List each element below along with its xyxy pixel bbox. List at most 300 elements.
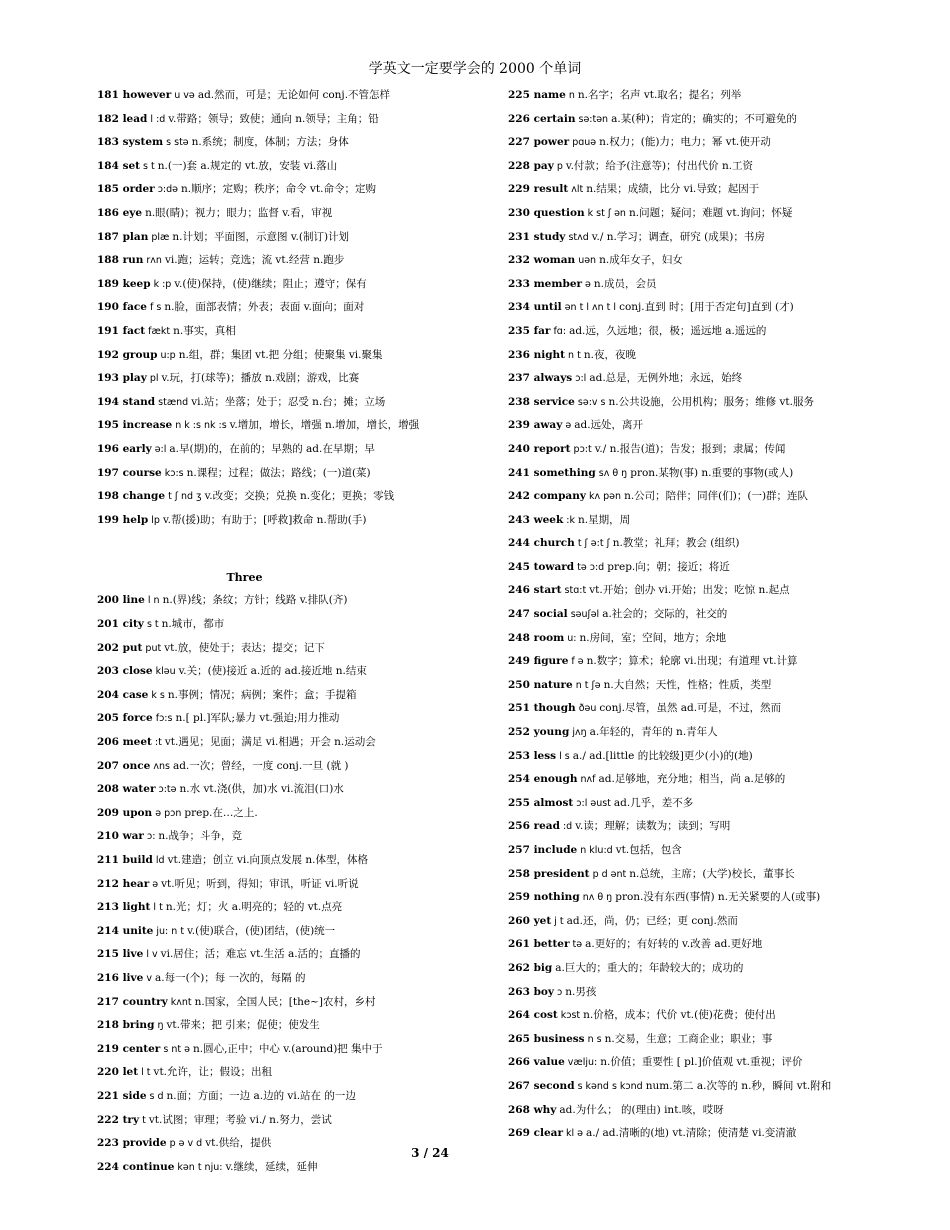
entry-definition: n.权力；(能)力；电力；幂 vt.使开动: [599, 136, 771, 149]
entry-definition: v.付款；给予(注意等)；付出代价 n.工资: [565, 159, 754, 172]
entry-definition: v.增加，增长，增强 n.增加，增长，增强: [229, 419, 420, 432]
section-heading: Three: [226, 570, 263, 584]
entry-definition: v.带路；领导；致使；通向 n.领导；主角；铅: [168, 112, 379, 125]
entry-definition: a./ ad.[little 的比较级]更少(小)的(地): [572, 749, 753, 762]
entry-word: 255 almost: [508, 796, 574, 809]
entry-definition: n.组，群；集团 vt.把 分组；使聚集 vi.聚集: [178, 348, 383, 361]
entry-definition: a./ ad.清晰的(地) vt.清除；使清楚 vi.变清澈: [586, 1127, 797, 1140]
entry-word: 249 figure: [508, 655, 569, 668]
entry-phonetic: ə:l: [151, 443, 170, 455]
entry-definition: a.社会的；交际的，社交的: [602, 608, 728, 621]
entry-definition: v./ n.报告(道)；告发；报到；隶属；传闻: [594, 442, 786, 455]
entry-phonetic: :d: [559, 821, 576, 833]
entry-phonetic: n: [565, 90, 578, 101]
entry-definition: num.第二 a.次等的 n.秒，瞬间 vt.附和: [645, 1079, 832, 1092]
entry-word: 247 social: [508, 608, 568, 621]
vocab-entry: [97, 920, 472, 944]
entry-word: 230 question: [508, 206, 585, 219]
entry-word: 227 power: [508, 136, 570, 149]
entry-phonetic: kɔ:s: [161, 467, 187, 479]
entry-definition: n.男孩: [565, 985, 597, 998]
entry-word: 260 yet: [508, 914, 552, 927]
entry-word: 234 until: [508, 301, 562, 314]
entry-word: 246 start: [508, 584, 562, 597]
entry-phonetic: ə: [149, 878, 162, 890]
entry-phonetic: ən t l ʌn t l: [561, 302, 620, 314]
entry-phonetic: ŋ: [154, 1020, 167, 1032]
entry-definition: ad.总是，无例外地；永远，始终: [589, 372, 743, 385]
entry-definition: ad.为什么； 的(理由) int.咳，哎呀: [559, 1103, 724, 1116]
entry-word: 266 value: [508, 1056, 565, 1069]
entry-definition: n.夜，夜晚: [583, 348, 636, 361]
entry-word: 205 force: [97, 712, 153, 725]
entry-definition: n.价格，成本；代价 vt.(使)花费；使付出: [583, 1009, 776, 1022]
entry-phonetic: l v: [143, 949, 161, 961]
vocab-entry: [508, 886, 883, 910]
entry-word: 194 stand: [97, 395, 156, 408]
entry-phonetic: pɔ:t: [570, 443, 595, 455]
entry-phonetic: ʌns: [150, 760, 173, 772]
vocab-entry: [508, 532, 883, 556]
vocab-entry: [97, 226, 472, 250]
entry-phonetic: plæ: [148, 231, 173, 243]
entry-phonetic: ə pɔn: [152, 807, 185, 819]
entry-word: 202 put: [97, 641, 143, 654]
entry-word: 224 continue: [97, 1160, 175, 1173]
entry-word: 213 light: [97, 901, 151, 914]
entry-phonetic: stɑ:t: [561, 585, 590, 597]
entry-word: 188 run: [97, 254, 144, 267]
entry-word: 186 eye: [97, 206, 143, 219]
vocab-entry: [508, 273, 883, 297]
entry-word: 267 second: [508, 1079, 575, 1092]
entry-phonetic: uən: [575, 255, 600, 267]
entry-phonetic: u:p: [157, 349, 179, 361]
vocab-entry: [508, 84, 883, 108]
vocab-entry: [97, 873, 472, 897]
vocab-entry: [97, 391, 472, 415]
entry-definition: ad.几乎，差不多: [613, 796, 694, 809]
entry-phonetic: p: [553, 160, 566, 172]
entry-definition: n.[ pl.]军队;暴力 vt.强迫;用力推动: [175, 712, 340, 725]
entry-definition: n.成年女子，妇女: [599, 254, 683, 267]
vocab-entry: [97, 108, 472, 132]
entry-word: 239 away: [508, 419, 563, 432]
vocab-entry: [508, 1099, 883, 1123]
entry-definition: n.事例；情况；病例；案件；盒；手提箱: [167, 688, 357, 701]
entry-phonetic: p ə v d: [166, 1138, 206, 1150]
entry-definition: n.公共设施，公用机构；服务；维修 vt.服务: [608, 395, 814, 408]
vocab-entry: [508, 131, 883, 155]
entry-word: 233 member: [508, 277, 583, 290]
entry-definition: ad.足够地，充分地；相当，尚 a.足够的: [598, 773, 786, 786]
entry-phonetic: j t: [551, 915, 567, 927]
vocab-entry: [97, 684, 472, 708]
page-number: 3 / 24: [411, 1146, 449, 1160]
entry-word: 199 help: [97, 513, 149, 526]
entry-word: 237 always: [508, 372, 573, 385]
vocab-entry: [97, 84, 472, 108]
entry-word: 222 try: [97, 1113, 140, 1126]
vocab-entry: [508, 603, 883, 627]
entry-phonetic: rʌn: [143, 255, 165, 267]
entry-definition: a.每一(个)；每 一次的，每隔 的: [155, 971, 306, 984]
entry-word: 183 system: [97, 136, 164, 149]
vocab-entry: [508, 627, 883, 651]
vocab-entry: [97, 1014, 472, 1038]
entry-definition: ad.还，尚，仍；已经；更 conj.然而: [566, 914, 738, 927]
entry-word: 208 water: [97, 783, 156, 796]
vocab-entry: [97, 802, 472, 826]
entry-phonetic: ɔ:l: [572, 373, 590, 385]
entry-word: 259 nothing: [508, 891, 580, 904]
entry-phonetic: ɔ:l əust: [573, 797, 614, 809]
entry-phonetic: ə: [562, 420, 575, 432]
entry-word: 231 study: [508, 230, 566, 243]
entry-definition: n.国家，全国人民；[the~]农村，乡村: [194, 995, 376, 1008]
vocab-entry: [97, 613, 472, 637]
entry-definition: prep.向；朝；接近；将近: [607, 560, 730, 573]
entry-definition: n.战争；斗争，竞: [158, 830, 243, 843]
entry-word: 215 live: [97, 948, 144, 961]
entry-phonetic: stænd: [155, 396, 192, 408]
entry-definition: vt.开始；创办 vi.开始；出发；吃惊 n.起点: [589, 584, 790, 597]
vocab-entry: [508, 178, 883, 202]
entry-phonetic: fɑ:: [550, 325, 570, 337]
entry-word: 262 big: [508, 961, 553, 974]
entry-word: 248 room: [508, 631, 565, 644]
entry-definition: vt.包括，包含: [615, 844, 682, 856]
entry-phonetic: k st ʃ ən: [584, 207, 629, 219]
entry-word: 210 war: [97, 830, 144, 843]
entry-definition: n.课程；过程；做法；路线；(一)道(菜): [186, 466, 371, 479]
vocab-entry: [508, 108, 883, 132]
vocab-entry: [508, 650, 883, 674]
entry-phonetic: l s: [556, 750, 573, 762]
entry-word: 185 order: [97, 183, 155, 196]
vocab-entry: [97, 131, 472, 155]
vocab-entry: [97, 849, 472, 873]
entry-phonetic: pɑuə: [569, 137, 600, 149]
entry-phonetic: s kənd s kɔnd: [574, 1080, 646, 1092]
entry-phonetic: tə: [569, 939, 586, 951]
entry-definition: pron.没有东西(事情) n.无关紧要的人(或事): [615, 891, 821, 904]
entry-definition: v.玩，打(球等)；播放 n.戏剧；游戏，比赛: [161, 372, 360, 385]
vocab-entry: [508, 344, 883, 368]
vocab-entry: [508, 957, 883, 981]
vocab-entry: [508, 556, 883, 580]
entry-word: 256 read: [508, 820, 560, 833]
entry-word: 263 boy: [508, 985, 555, 998]
entry-phonetic: ðəu: [575, 703, 600, 715]
entry-definition: n.光；灯；火 a.明亮的；轻的 vt.点亮: [165, 901, 343, 914]
entry-phonetic: s stə: [163, 137, 192, 149]
entry-definition: n.公司；陪伴；同伴(们)；(一)群；连队: [624, 490, 809, 503]
entry-phonetic: sʌ θ ŋ: [595, 467, 631, 479]
entry-phonetic: s t: [143, 619, 162, 631]
vocab-entry: [97, 273, 472, 297]
spacer: [97, 532, 472, 555]
entry-word: 241 something: [508, 466, 596, 479]
vocab-entry: [97, 509, 472, 533]
entry-definition: v.读；理解；读数为；读到；写明: [575, 820, 731, 833]
entry-phonetic: fækt: [145, 325, 174, 337]
vocab-entry: [508, 1122, 883, 1146]
entry-word: 201 city: [97, 618, 144, 631]
entry-word: 253 less: [508, 749, 557, 762]
entry-phonetic: ɔ:: [143, 831, 159, 843]
entry-definition: vt.带来；把 引来；促使；使发生: [166, 1019, 320, 1032]
entry-definition: v.(使)联合，(使)团结，(使)统一: [187, 924, 336, 937]
entry-word: 220 let: [97, 1066, 139, 1079]
vocab-entry: [97, 1061, 472, 1085]
entry-phonetic: kɔst: [557, 1010, 584, 1022]
vocab-entry: [508, 910, 883, 934]
entry-word: 264 cost: [508, 1009, 558, 1022]
entry-definition: n.系统；制度，体制；方法；身体: [191, 136, 349, 149]
entry-word: 216 live: [97, 971, 144, 984]
entry-definition: n.成员，会员: [593, 277, 657, 290]
entry-definition: a.早(期)的，在前的；早熟的 ad.在早期；早: [169, 442, 375, 455]
entry-definition: v.(使)保持，(使)继续；阻止；遵守；保有: [174, 277, 367, 290]
vocab-entry: [97, 967, 472, 991]
vocab-entry: [508, 367, 883, 391]
entry-word: 198 change: [97, 490, 166, 503]
entry-word: 192 group: [97, 348, 158, 361]
vocab-entry: [97, 367, 472, 391]
vocab-entry: [97, 462, 472, 486]
entry-phonetic: put: [142, 642, 165, 654]
entry-word: 226 certain: [508, 112, 576, 125]
entry-phonetic: stʌd: [565, 231, 592, 243]
entry-phonetic: ʌlt: [568, 184, 587, 196]
entry-word: 229 result: [508, 183, 569, 196]
vocab-entry: [508, 320, 883, 344]
entry-phonetic: t ʃ ə:t ʃ: [574, 538, 613, 550]
entry-definition: v.关；(使)接近 a.近的 ad.接近地 n.结束: [178, 665, 367, 678]
entry-definition: vt.供给，提供: [205, 1137, 272, 1150]
entry-word: 197 course: [97, 466, 162, 479]
entry-definition: conj.尽管，虽然 ad.可是，不过，然而: [599, 702, 782, 715]
vocab-entry: [508, 509, 883, 533]
vocab-entry: [508, 933, 883, 957]
entry-phonetic: v: [143, 972, 156, 984]
entry-definition: v.帮(援)助；有助于；[呼救]救命 n.帮助(手): [162, 513, 367, 526]
vocab-entry: [97, 1038, 472, 1062]
entry-definition: a.巨大的；重大的；年龄较大的；成功的: [555, 961, 744, 974]
entry-definition: v./ n.学习；调查，研究 (成果)；书房: [591, 230, 765, 243]
entry-phonetic: səuʃəl: [567, 609, 603, 621]
vocab-entry: [508, 839, 883, 863]
vocab-entry: [97, 778, 472, 802]
entry-definition: n.城市，都市: [161, 618, 225, 631]
entry-definition: n.脸，面部表情；外表；表面 v.面向；面对: [164, 301, 365, 314]
entry-definition: n.问题；疑问；难题 vt.询问；怀疑: [628, 206, 793, 219]
entry-word: 181 however: [97, 89, 172, 101]
entry-word: 212 hear: [97, 877, 150, 890]
vocab-entry: [97, 249, 472, 273]
vocab-entry: [508, 1004, 883, 1028]
entry-phonetic: sə:v s: [574, 396, 609, 408]
entry-word: 207 once: [97, 759, 151, 772]
entry-phonetic: :k: [563, 514, 578, 526]
entry-phonetic: n klu:d: [577, 845, 616, 856]
entry-definition: conj.直到 时；[用于否定句]直到 (才): [619, 301, 794, 314]
vocab-entry: [508, 438, 883, 462]
entry-definition: n.眼(睛)；视力；眼力；监督 v.看，审视: [145, 206, 333, 219]
entry-definition: n.(界)线；条纹；方针；线路 v.排队(齐): [162, 594, 348, 607]
entry-phonetic: kən t nju:: [174, 1161, 226, 1173]
entry-word: 218 bring: [97, 1019, 155, 1032]
vocab-entry: [97, 296, 472, 320]
vocab-entry: [508, 792, 883, 816]
entry-definition: n.总统，主席；(大学)校长，董事长: [629, 867, 795, 880]
entry-phonetic: tə ɔ:d: [574, 561, 608, 573]
entry-phonetic: ɔ:tə: [155, 784, 180, 796]
vocab-entry: [508, 1075, 883, 1099]
entry-word: 236 night: [508, 348, 566, 361]
entry-phonetic: s nt ə: [160, 1043, 193, 1055]
vocab-entry: [97, 155, 472, 179]
vocab-entry: [97, 825, 472, 849]
entry-phonetic: u və: [171, 90, 198, 101]
right-column: [508, 84, 883, 1146]
entry-word: 196 early: [97, 442, 152, 455]
entry-word: 182 lead: [97, 112, 148, 125]
entry-phonetic: l :d: [147, 113, 169, 125]
entry-word: 228 pay: [508, 159, 554, 172]
entry-word: 238 service: [508, 395, 575, 408]
vocab-entry: [508, 981, 883, 1005]
entry-phonetic: l n: [144, 595, 163, 607]
vocab-entry: [97, 438, 472, 462]
entry-definition: vt.遇见；见面；满足 vi.相遇；开会 n.运动会: [164, 736, 376, 749]
entry-phonetic: s t: [140, 160, 158, 172]
entry-definition: n.交易，生意；工商企业；职业；事: [604, 1032, 773, 1045]
entry-phonetic: t: [139, 1114, 149, 1126]
entry-phonetic: vælju:: [564, 1057, 601, 1069]
entry-word: 254 enough: [508, 773, 578, 786]
entry-word: 184 set: [97, 159, 141, 172]
entry-word: 187 plan: [97, 230, 149, 243]
entry-phonetic: ld: [152, 855, 168, 866]
page-title: 学英文一定要学会的 2000 个单词: [368, 61, 582, 77]
entry-phonetic: kʌ pən: [585, 491, 625, 503]
vocab-entry: [508, 462, 883, 486]
entry-phonetic: n k :s nk :s: [172, 420, 230, 432]
vocab-entry: [508, 721, 883, 745]
vocab-entry: [508, 768, 883, 792]
vocab-entry: [97, 660, 472, 684]
entry-definition: n.事实，真相: [173, 324, 236, 337]
entry-phonetic: ə: [582, 278, 594, 290]
entry-phonetic: k s: [148, 689, 168, 701]
entry-phonetic: u:: [564, 632, 580, 644]
entry-word: 214 unite: [97, 924, 154, 937]
entry-word: 191 fact: [97, 324, 146, 337]
vocab-entry: [97, 344, 472, 368]
entry-phonetic: f s: [146, 302, 165, 314]
entry-definition: a.更好的；有好转的 v.改善 ad.更好地: [585, 938, 763, 951]
vocab-entry: [508, 202, 883, 226]
entry-definition: a.某(种)；肯定的；确实的；不可避免的: [611, 112, 797, 125]
entry-word: 223 provide: [97, 1137, 167, 1150]
entry-word: 195 increase: [97, 419, 173, 432]
entry-word: 268 why: [508, 1103, 557, 1116]
entry-word: 221 side: [97, 1089, 147, 1102]
vocab-entry: [97, 896, 472, 920]
entry-definition: vt.建造；创立 vi.向顶点发展 n.体型，体格: [167, 854, 368, 866]
entry-phonetic: kʌnt: [167, 996, 195, 1008]
entry-definition: ad.然而，可是；无论如何 conj.不管怎样: [197, 89, 391, 101]
entry-phonetic: n t: [565, 349, 584, 361]
vocab-entry: [97, 637, 472, 661]
entry-definition: vt.听见；听到，得知；审讯，听证 vi.听说: [161, 877, 359, 890]
entry-word: 219 center: [97, 1042, 161, 1055]
entry-word: 209 upon: [97, 806, 153, 819]
vocab-entry: [508, 249, 883, 273]
vocab-entry: [508, 391, 883, 415]
vocab-entry: [508, 485, 883, 509]
entry-word: 200 line: [97, 594, 145, 607]
entry-phonetic: p d ənt: [589, 868, 630, 880]
entry-definition: n.名字；名声 vt.取名；提名；列举: [577, 89, 742, 101]
entry-phonetic: :t: [151, 737, 165, 749]
vocab-entry: [97, 202, 472, 226]
vocab-entry: [97, 943, 472, 967]
entry-word: 243 week: [508, 513, 564, 526]
entry-definition: n.星期，周: [578, 513, 631, 526]
vocab-entry: [97, 755, 472, 779]
entry-word: 225 name: [508, 89, 566, 101]
entry-definition: ad.远，久远地；很，极；遥远地 a.遥远的: [569, 324, 767, 337]
entry-word: 190 face: [97, 301, 147, 314]
vocab-entry: [97, 1085, 472, 1109]
entry-phonetic: n s: [584, 1033, 605, 1045]
entry-definition: vt.允许，让；假设；出租: [153, 1066, 273, 1079]
entry-phonetic: ɔ: [554, 986, 566, 998]
vocab-entry: [97, 1109, 472, 1133]
entry-phonetic: n t ʃə: [572, 679, 604, 691]
vocab-entry: [97, 731, 472, 755]
entry-word: 235 far: [508, 324, 551, 337]
vocab-entry: [508, 296, 883, 320]
entry-definition: n.(一)套 a.规定的 vt.放，安装 vi.落山: [157, 159, 338, 172]
vocab-entry: [508, 579, 883, 603]
entry-definition: n.结果；成绩，比分 vi.导致；起因于: [586, 183, 760, 196]
entry-phonetic: k :p: [150, 278, 175, 290]
entry-word: 204 case: [97, 688, 149, 701]
entry-word: 261 better: [508, 938, 570, 951]
left-column: [97, 84, 472, 1179]
entry-word: 269 clear: [508, 1127, 563, 1140]
vocab-entry: [508, 414, 883, 438]
vocab-entry: [97, 178, 472, 202]
vocab-entry: [97, 589, 472, 613]
entry-definition: n.圆心,正中；中心 v.(around)把 集中于: [192, 1042, 383, 1055]
entry-definition: vt.放，使处于；表达；提交；记下: [164, 641, 325, 654]
entry-definition: vi.居住；活；难忘 vt.生活 a.活的；直播的: [160, 948, 361, 961]
entry-word: 217 country: [97, 995, 168, 1008]
entry-definition: n.水 vt.浇(供，加)水 vi.流泪(口)水: [179, 783, 344, 796]
entry-word: 258 president: [508, 867, 590, 880]
entry-phonetic: f ə: [568, 656, 587, 668]
entry-definition: vi.站；坐落；处于；忍受 n.台；摊；立场: [191, 395, 386, 408]
vocab-entry: [97, 485, 472, 509]
entry-word: 203 close: [97, 665, 153, 678]
vocab-entry: [508, 1028, 883, 1052]
entry-definition: v.改变；交换；兑换 n.变化；更换；零钱: [204, 490, 395, 503]
